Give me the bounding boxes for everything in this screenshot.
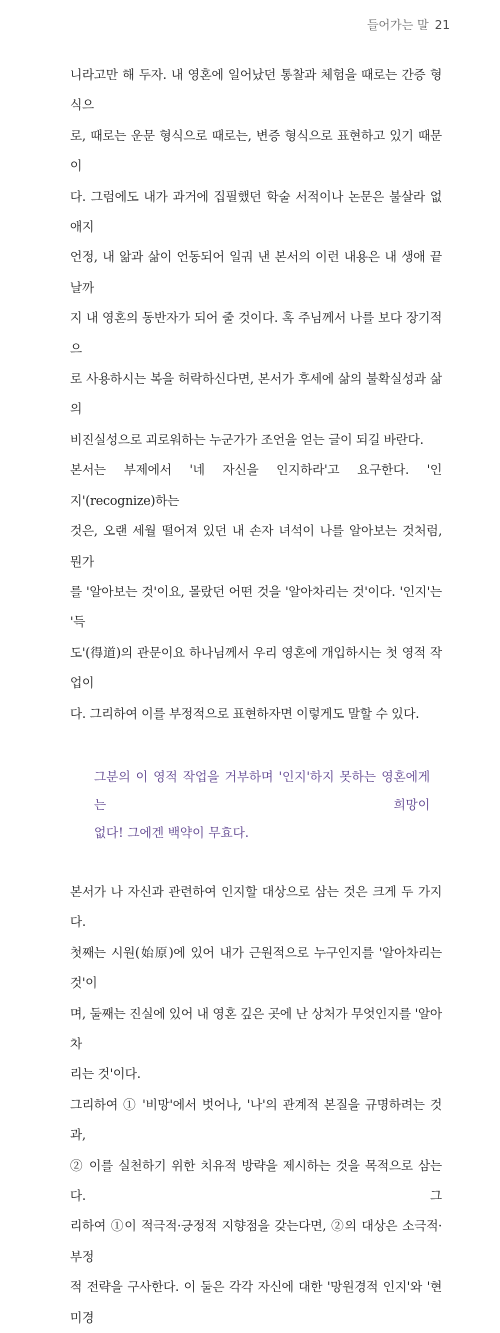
- text-line: 적 전략을 구사한다. 이 둘은 각각 자신에 대한 '망원경적 인지'와 '현미경: [70, 1279, 442, 1325]
- text-line: 첫째는 시원(始原)에 있어 내가 근원적으로 누구인지를 '알아차리는 것'이: [70, 944, 442, 991]
- highlight-quote: [94, 763, 430, 847]
- text-line: 도'(得道)의 관문이요 하나님께서 우리 영혼에 개입하시는 첫 영적 작업이: [70, 644, 442, 691]
- text-line: 지 내 영혼의 동반자가 되어 줄 것이다. 혹 주님께서 나를 보다 장기적으: [70, 310, 442, 356]
- text-line: ② 이를 실천하기 위한 치유적 방략을 제시하는 것을 목적으로 삼는다. 그: [70, 1157, 442, 1203]
- text-line: 다. 그럼에도 내가 과거에 집필했던 학술 서적이나 논문은 불살라 없애지: [70, 188, 442, 235]
- text-line: 며, 둘째는 진실에 있어 내 영혼 깊은 곳에 난 상처가 무엇인지를 '알아차: [70, 1005, 442, 1051]
- page-number: 21: [434, 18, 450, 32]
- text-line: 그리하여 ① '비망'에서 벗어나, '나'의 관계적 본질을 규명하려는 것과,: [70, 1096, 442, 1143]
- text-line: 리는 것'이다.: [70, 1066, 141, 1082]
- text-line: 본서는 부제에서 '네 자신을 인지하라'고 요구한다. '인지'(recognize)하는: [70, 462, 442, 508]
- text-line: 것은, 오랜 세월 떨어져 있던 내 손자 녀석이 나를 알아보는 것처럼, 뭔가: [70, 523, 442, 569]
- text-line: 로, 때로는 운문 형식으로 때로는, 변증 형식으로 표현하고 있기 때문이: [70, 127, 442, 174]
- text-line: 니라고만 해 두자. 내 영혼에 일어났던 통찰과 체험을 때로는 간증 형식으: [70, 67, 442, 113]
- text-line: 언정, 내 앎과 삶이 언동되어 일궈 낸 본서의 이런 내용은 내 생애 끝 날까: [70, 249, 442, 295]
- text-line: 를 '알아보는 것'이요, 몰랐던 어떤 것을 '알아차리는 것'이다. '인지'는 '득: [70, 583, 442, 630]
- text-line: 본서가 나 자신과 관련하여 인지할 대상으로 삼는 것은 크게 두 가지다.: [70, 883, 442, 930]
- text-line: 리하여 ①이 적극적·긍정적 지향점을 갖는다면, ②의 대상은 소극적·부정: [70, 1218, 442, 1264]
- text-line: 비진실성으로 괴로워하는 누군가가 조언을 얻는 글이 되길 바란다.: [70, 431, 424, 447]
- running-header: [367, 16, 450, 33]
- text-line: 로 사용하시는 복을 허락하신다면, 본서가 후세에 삶의 불확실성과 삶의: [70, 371, 442, 417]
- page-body: [70, 60, 442, 1333]
- text-line: 다. 그리하여 이를 부정적으로 표현하자면 이렇게도 말할 수 있다.: [70, 705, 420, 721]
- running-title: 들어가는 말: [366, 18, 429, 32]
- quote-line: 없다! 그에겐 백약이 무효다.: [94, 824, 249, 840]
- quote-line: 그분의 이 영적 작업을 거부하며 '인지'하지 못하는 영혼에게는 희망이: [94, 768, 430, 812]
